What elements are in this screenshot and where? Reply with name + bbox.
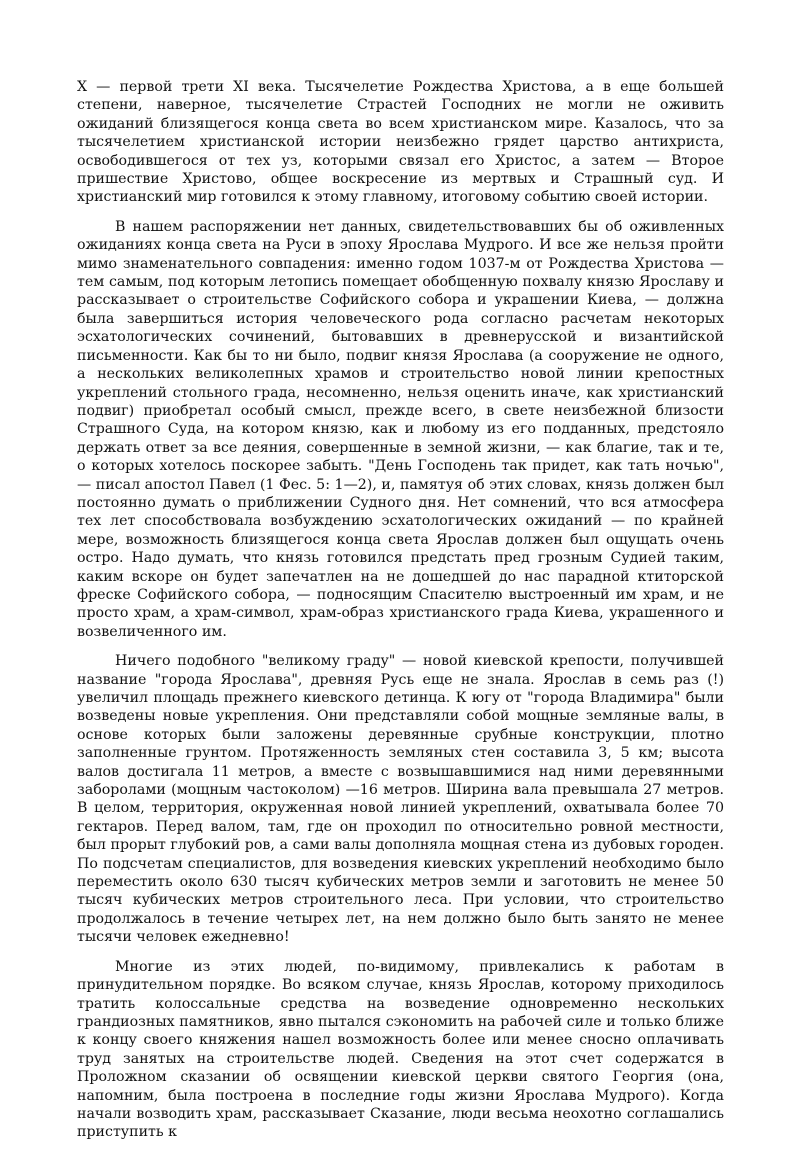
paragraph: В нашем распоряжении нет данных, свидетельствовавших бы об оживленных ожиданиях конца света на Руси в эпоху Ярослава Мудрого. И все же нельзя пройти мимо знаменательного совпадения: именно годом 1037-м от Рождества Христова — тем самым, под которым летопись помещает обобщенную похвалу князю Ярославу и рассказывает о строительстве Софийского собора и украшении Киева, — должна была завершиться история человеческого рода согласно расчетам некоторых эсхатологических сочинений, бытовавших в древнерусской и византийской письменности. Как бы то ни было, подвиг князя Ярослава (а сооружение не одного, а нескольких великолепных храмов и строительство новой линии крепостных укреплений стольного града, несомненно, нельзя оценить иначе, как христианский подвиг) приобретал особый смысл, прежде всего, в свете неизбежной близости Страшного Суда, на котором князю, как и любому из его подданных, предстояло держать ответ за все деяния, совершенные в земной жизни, — как благие, так и те, о которых хотелось поскорее забыть. "День Господень так придет, как тать ночью", — писал апостол Павел (1 Фес. 5: 1—2), и, памятуя об этих словах, князь должен был постоянно думать о приближении Судного дня. Нет сомнений, что вся атмосфера тех лет способствовала возбуждению эсхатологических ожиданий — по крайней мере, возможность близящегося конца света Ярослав должен был ощущать очень остро. Надо думать, что князь готовился предстать пред грозным Судией таким, каким вскоре он будет запечатлен на не дошедшей до нас парадной ктиторской фреске Софийского собора, — подносящим Спасителю выстроенный им храм, и не просто храм, а храм-символ, храм-образ христианского града Киева, украшенного и возвеличенного им. [77, 218, 724, 640]
document-page [77, 78, 724, 1153]
paragraph: Ничего подобного "великому граду" — новой киевской крепости, получившей название "города Ярослава", древняя Русь еще не знала. Ярослав в семь раз (!) увеличил площадь прежнего киевского детинца. К югу от "города Владимира" были возведены новые укрепления. Они представляли собой мощные земляные валы, в основе которых были заложены деревянные срубные конструкции, плотно заполненные грунтом. Протяженность земляных стен составила 3, 5 км; высота валов достигала 11 метров, а вместе с возвышавшимися над ними деревянными заборолами (мощным частоколом) —16 метров. Ширина вала превышала 27 метров. В целом, территория, окруженная новой линией укреплений, охватывала более 70 гектаров. Перед валом, там, где он проходил по относительно ровной местности, был прорыт глубокий ров, а сами валы дополняла мощная стена из дубовых городен. По подсчетам специалистов, для возведения киевских укреплений необходимо было переместить около 630 тысяч кубических метров земли и заготовить не менее 50 тысяч кубических метров строительного леса. При условии, что строительство продолжалось в течение четырех лет, на нем должно было быть занято не менее тысячи человек ежедневно! [77, 653, 724, 946]
paragraph: Многие из этих людей, по-видимому, привлекались к работам в принудительном порядке. Во всяком случае, князь Ярослав, которому приходилось тратить колоссальные средства на возведение одновременно нескольких грандиозных памятников, явно пытался сэкономить на рабочей силе и только ближе к концу своего княжения нашел возможность более или менее сносно оплачивать труд занятых на строительстве людей. Сведения на этот счет содержатся в Проложном сказании об освящении киевской церкви святого Георгия (она, напомним, была построена в последние годы жизни Ярослава Мудрого). Когда начали возводить храм, рассказывает Сказание, люди весьма неохотно соглашались приступить к [77, 958, 724, 1141]
paragraph-continuation: X — первой трети XI века. Тысячелетие Рождества Христова, а в еще большей степени, наверное, тысячелетие Страстей Господних не могли не оживить ожиданий близящегося конца света во всем христианском мире. Казалось, что за тысячелетием христианской истории неизбежно грядет царство антихриста, освободившегося от тех уз, которыми связал его Христос, а затем — Второе пришествие Христово, общее воскресение из мертвых и Страшный суд. И христианский мир готовился к этому главному, итоговому событию своей истории. [77, 79, 724, 206]
